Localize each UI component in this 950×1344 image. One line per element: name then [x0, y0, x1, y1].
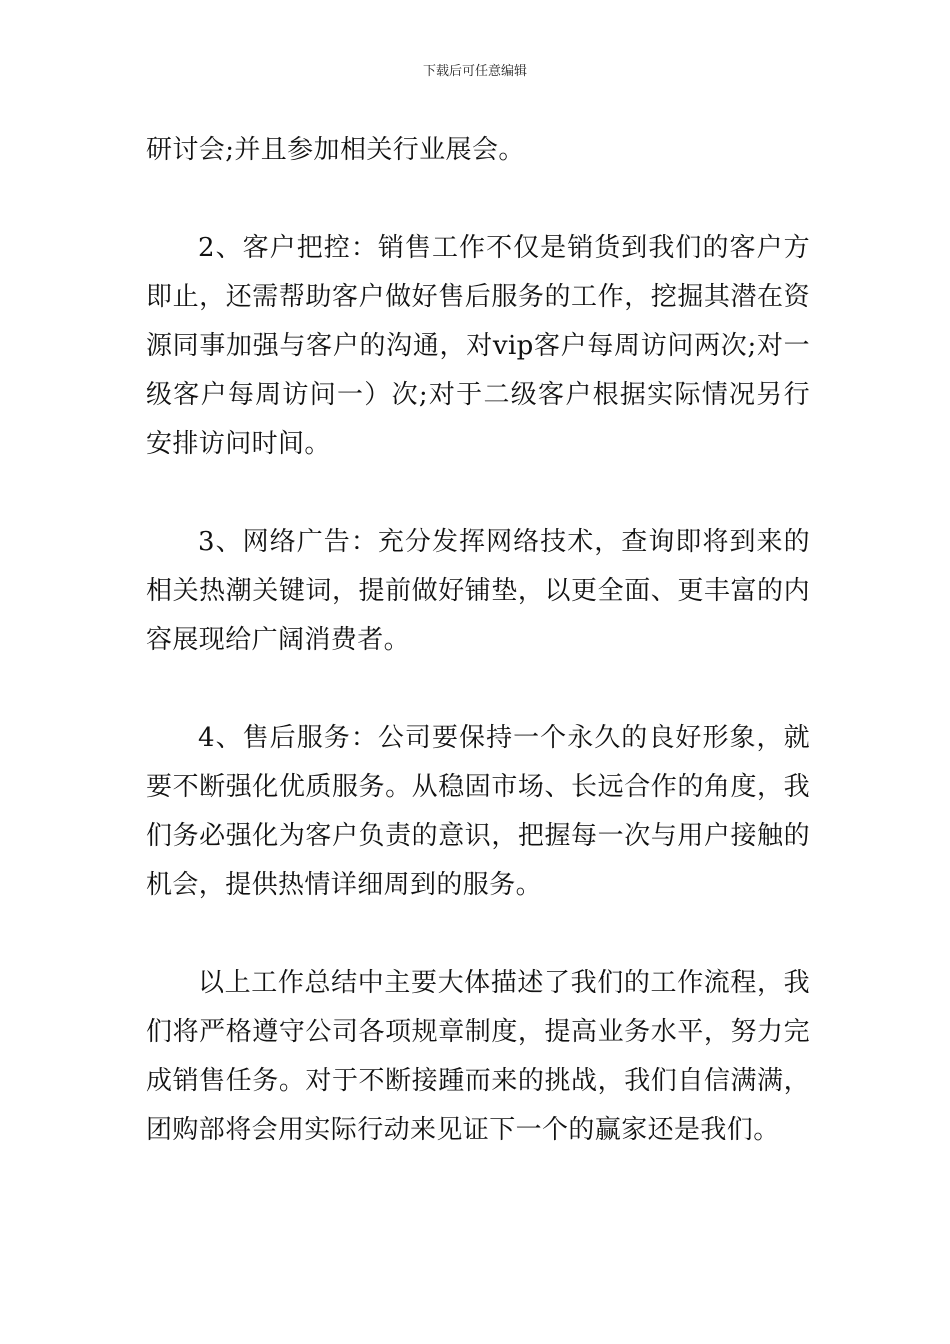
paragraph-spacer	[146, 469, 810, 518]
document-body	[146, 126, 810, 1155]
header-note: 下载后可任意编辑	[422, 64, 527, 79]
paragraph-online-advertising: 3、网络广告：充分发挥网络技术，查询即将到来的相关热潮关键词，提前做好铺垫，以更全面、更丰富的内容展现给广阔消费者。	[146, 527, 810, 655]
paragraph-after-sales-service: 4、售后服务：公司要保持一个永久的良好形象，就要不断强化优质服务。从稳固市场、长远合作的角度，我们务必强化为客户负责的意识，把握每一次与用户接触的机会，提供热情详细周到的服务。	[146, 723, 810, 900]
paragraph-spacer	[146, 175, 810, 224]
paragraph-continuation: 研讨会;并且参加相关行业展会。	[146, 135, 525, 165]
paragraph-spacer	[146, 665, 810, 714]
paragraph-customer-control: 2、客户把控：销售工作不仅是销货到我们的客户方即止，还需帮助客户做好售后服务的工作，挖掘其潜在资源同事加强与客户的沟通，对vip客户每周访问两次;对一级客户每周访问一）次;对于二级客户根据实际情况另行安排访问时间。	[146, 233, 810, 459]
paragraph-conclusion: 以上工作总结中主要大体描述了我们的工作流程，我们将严格遵守公司各项规章制度，提高业务水平，努力完成销售任务。对于不断接踵而来的挑战，我们自信满满，团购部将会用实际行动来见证下一个的赢家还是我们。	[146, 968, 810, 1145]
paragraph-spacer	[146, 910, 810, 959]
